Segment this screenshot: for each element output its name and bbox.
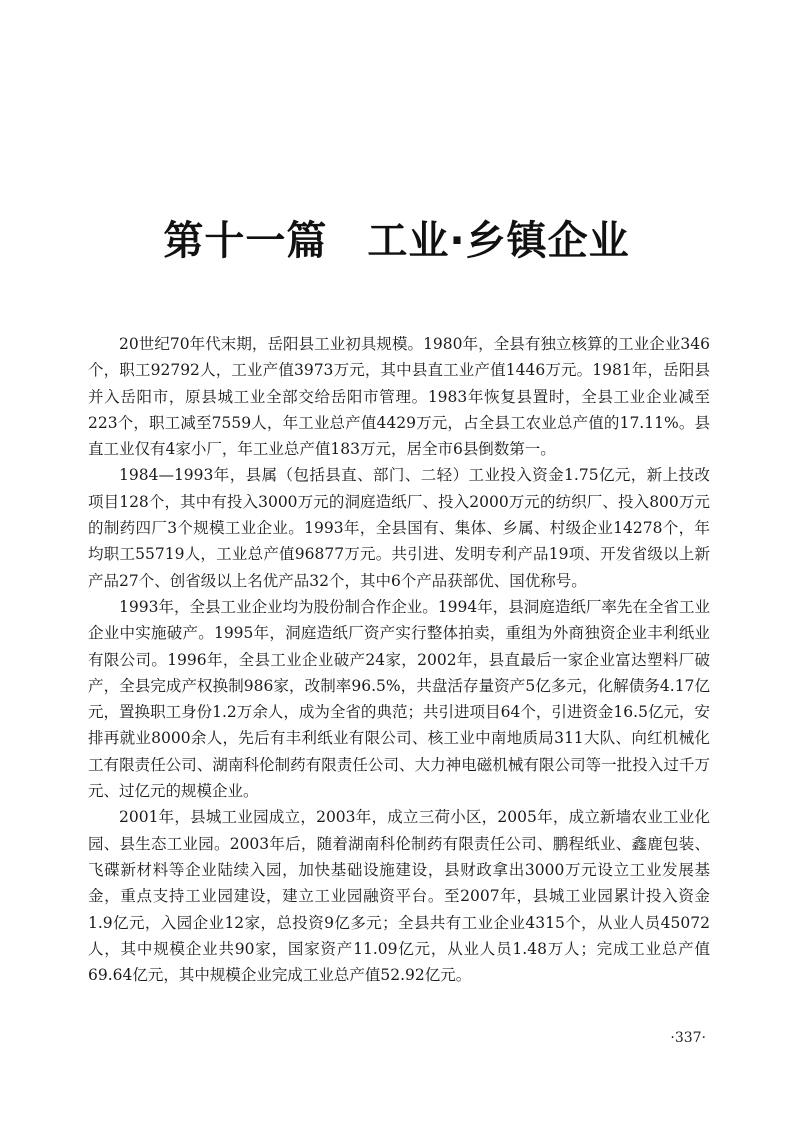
chapter-number: 第十一篇 (163, 217, 328, 264)
chapter-subject: 工业·乡镇企业 (367, 217, 630, 264)
page-number: ·337· (670, 1030, 706, 1046)
paragraph-2: 1984—1993年，县属（包括县直、部门、二轻）工业投入资金1.75亿元，新上技改项目128个，其中有投入3000万元的洞庭造纸厂、投入2000万元的纺织厂、投入800万元的制药四厂3个规模工业企业。1993年，全县国有、集体、乡属、村级企业14278个，年均职工55719人，工业总产值96877万元。共引进、发明专利产品19项、开发省级以上新产品27个、创省级以上名优产品32个，其中6个产品获部优、国优称号。 (88, 466, 710, 590)
paragraph-3: 1993年，全县工业企业均为股份制合作企业。1994年，县洞庭造纸厂率先在全省工业企业中实施破产。1995年，洞庭造纸厂资产实行整体拍卖，重组为外商独资企业丰利纸业有限公司。1996年，全县工业企业破产24家，2002年，县直最后一家企业富达塑料厂破产，全县完成产权换制986家，改制率96.5%，共盘活存量资产5亿多元，化解债务4.17亿元，置换职工身份1.2万余人，成为全省的典范；共引进项目64个，引进资金16.5亿元，安排再就业8000余人，先后有丰利纸业有限公司、核工业中南地质局311大队、向红机械化工有限责任公司、湖南科伦制药有限责任公司、大力神电磁机械有限公司等一批投入过千万元、过亿元的规模企业。 (88, 597, 710, 801)
paragraph-4: 2001年，县城工业园成立，2003年，成立三荷小区，2005年，成立新墙农业工业化园、县生态工业园。2003年后，随着湖南科伦制药有限责任公司、鹏程纸业、鑫鹿包装、飞碟新材料等企业陆续入园，加快基础设施建设，县财政拿出3000万元设立工业发展基金，重点支持工业园建设，建立工业园融资平台。至2007年，县城工业园累计投入资金1.9亿元，入园企业12家，总投资9亿多元；全县共有工业企业4315个，从业人员45072人，其中规模企业共90家，国家资产11.09亿元，从业人员1.48万人；完成工业总产值69.64亿元，其中规模企业完成工业总产值52.92亿元。 (88, 808, 710, 985)
body-text (88, 331, 710, 988)
chapter-title (0, 213, 793, 269)
paragraph-1: 20世纪70年代末期，岳阳县工业初具规模。1980年，全县有独立核算的工业企业346个，职工92792人，工业产值3973万元，其中县直工业产值1446万元。1981年，岳阳县并入岳阳市，原县城工业全部交给岳阳市管理。1983年恢复县置时，全县工业企业减至223个，职工减至7559人，年工业总产值4429万元，占全县工农业总产值的17.11%。县直工业仅有4家小厂，年工业总产值183万元，居全市6县倒数第一。 (88, 335, 710, 459)
